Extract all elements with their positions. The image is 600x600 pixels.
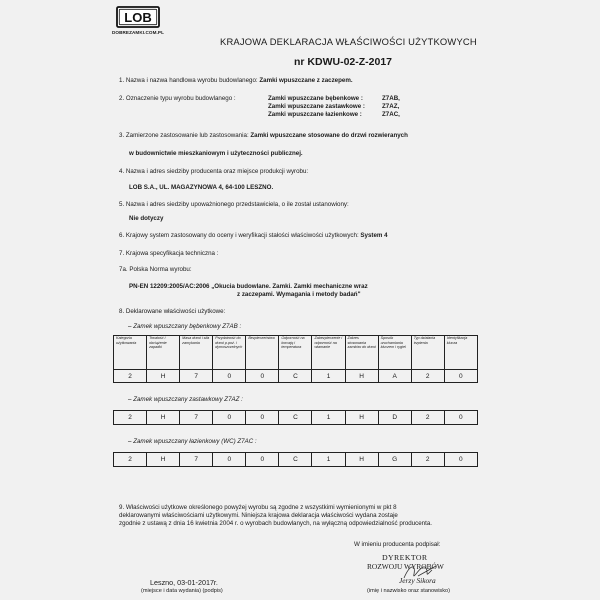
table-1-caption: – Zamek wpuszczany bębenkowy Z7AB : [128,323,242,330]
table-cell: A [378,370,411,383]
table-cell: C [279,453,312,467]
table-cell: 0 [213,411,246,425]
table-cell: 2 [411,411,444,425]
bullet-icon: – [128,323,132,330]
item-6-value: System 4 [360,232,388,239]
table-cell: 7 [180,370,213,383]
lob-logo [116,6,160,28]
stamp-title: DYREKTOR [382,553,428,562]
item-6-label: 6. Krajowy system zastosowany do oceny i weryfikacji stałości właściwości użytkowych: [119,232,359,239]
item-2-row-3-name: Zamki wpuszczane łazienkowe : [268,111,362,118]
table-cell: H [345,370,378,383]
header-cell: Sposób uruchamiania kluczem i rygiel [378,336,411,370]
table-1-header-row [114,336,478,370]
item-1-value: Zamki wpuszczane z zaczepem. [259,77,353,84]
item-4-value: LOB S.A., UL. MAGAZYNOWA 4, 64-100 LESZNO. [129,184,274,191]
table-cell: 2 [114,453,147,467]
table-cell: 0 [246,453,279,467]
item-1 [119,77,353,84]
item-8-label: 8. Deklarowane właściwości użytkowe: [119,308,226,315]
header-cell: Zakres stosowania zamków do drzwi [345,336,378,370]
header-cell: Bezpieczeństwo [246,336,279,370]
table-cell: H [147,370,180,383]
item-2-row-1-name: Zamki wpuszczane bębenkowe : [268,95,363,102]
table-3-caption: – Zamek wpuszczany łazienkowy (WC) Z7AC : [128,438,257,445]
header-cell: Przydatność do drzwi p.poż. i dymoszczelnych [213,336,246,370]
table-cell: 7 [180,411,213,425]
item-9-line-2: deklarowanymi właściwościami użytkowymi. Niniejsza krajowa deklaracja właściwości wydana zostaje [119,512,398,519]
item-7a-value-2: z zaczepami. Wymagania i metody badań" [237,291,361,298]
header-cell: Kategoria użytkowania [114,336,147,370]
table-cell: 0 [246,370,279,383]
table-row [114,370,478,383]
table-cell: 0 [213,370,246,383]
table-1 [113,335,478,383]
item-5-value: Nie dotyczy [129,215,164,222]
table-2-caption: – Zamek wpuszczany zastawkowy Z7AZ : [128,396,243,403]
table-cell: 2 [411,453,444,467]
bullet-icon: – [128,396,132,403]
table-cell: H [345,453,378,467]
item-7-label: 7. Krajowa specyfikacja techniczna : [119,250,219,257]
header-cell: Typ działania trzpienia [411,336,444,370]
signer-caption: (imię i nazwisko oraz stanowisko) [367,588,450,594]
item-9-line-1: 9. Właściwości użytkowe określonego powyżej wyrobu są zgodne z wszystkimi wymienionymi w pkt 8 [119,504,397,511]
table-cell: H [147,411,180,425]
item-7a-value: PN-EN 12209:2005/AC:2006 „Okucia budowlane. Zamki. Zamki mechaniczne wraz [129,283,368,290]
table-cell: H [345,411,378,425]
table-cell: 0 [444,370,477,383]
table-cell: 1 [312,411,345,425]
place-caption: (miejsce i data wydania) (podpis) [141,588,223,594]
item-2-row-1-code: Z7AB, [382,95,400,102]
stamp-department: ROZWOJU WYROBÓW [367,562,444,571]
table-cell: 7 [180,453,213,467]
table-3 [113,452,478,467]
table-cell: C [279,411,312,425]
item-3 [119,132,408,139]
table-row [114,453,478,467]
on-behalf-label: W imieniu producenta podpisał: [354,541,441,548]
table-cell: 0 [444,411,477,425]
table-cell: 0 [213,453,246,467]
item-4-label: 4. Nazwa i adres siedziby producenta oraz miejsce produkcji wyrobu: [119,168,309,175]
table-row [114,411,478,425]
header-cell: Trwałość i obciążenie zapadki [147,336,180,370]
table-cell: H [147,453,180,467]
header-cell: Odporność na korozję i temperatura [279,336,312,370]
item-7a-label: 7a. Polska Norma wyrobu: [119,266,192,273]
document-number: nr KDWU-02-Z-2017 [294,56,393,68]
item-3-value: Zamki wpuszczane stosowane do drzwi rozwieranych [250,132,408,139]
item-2-label: 2. Oznaczenie typu wyrobu budowlanego : [119,95,236,102]
table-cell: 1 [312,453,345,467]
item-2-row-2-name: Zamki wpuszczane zastawkowe : [268,103,365,110]
item-2-row-2-code: Z7AZ, [382,103,400,110]
table-cell: D [378,411,411,425]
logo-url: DOBREZAMKI.COM.PL [112,30,164,35]
table-cell: C [279,370,312,383]
table-cell: 0 [444,453,477,467]
header-cell: Identyfikacja klucza [444,336,477,370]
table-cell: 2 [411,370,444,383]
table-2 [113,410,478,425]
item-3-value-2: w budownictwie mieszkaniowym i użyteczności publicznej. [129,150,303,157]
table-cell: 2 [114,411,147,425]
header-cell: Masa drzwi i siła zamykania [180,336,213,370]
table-cell: 2 [114,370,147,383]
item-2-row-3-code: Z7AC, [382,111,400,118]
document-title: KRAJOWA DEKLARACJA WŁAŚCIWOŚCI UŻYTKOWYCH [220,36,477,47]
item-5-label: 5. Nazwa i adres siedziby upoważnionego przedstawiciela, o ile został ustanowiony: [119,201,349,208]
place-date: Leszno, 03-01-2017r. [150,578,218,587]
logo-brand: LOB [124,10,152,25]
header-cell: Zabezpieczenie i odporność na włamanie [312,336,345,370]
bullet-icon: – [128,438,132,445]
table-cell: 0 [246,411,279,425]
item-3-label: 3. Zamierzone zastosowanie lub zastosowania: [119,132,249,139]
item-1-label: 1. Nazwa i nazwa handlowa wyrobu budowlanego: [119,77,258,84]
table-cell: G [378,453,411,467]
signer-name: Jerzy Sikora [399,576,436,585]
item-9-line-3: zgodnie z ustawą z dnia 16 kwietnia 2004 r. o wyrobach budowlanych, na wyłączną odpowiedzialność producenta. [119,520,433,527]
item-6 [119,232,388,239]
table-cell: 1 [312,370,345,383]
